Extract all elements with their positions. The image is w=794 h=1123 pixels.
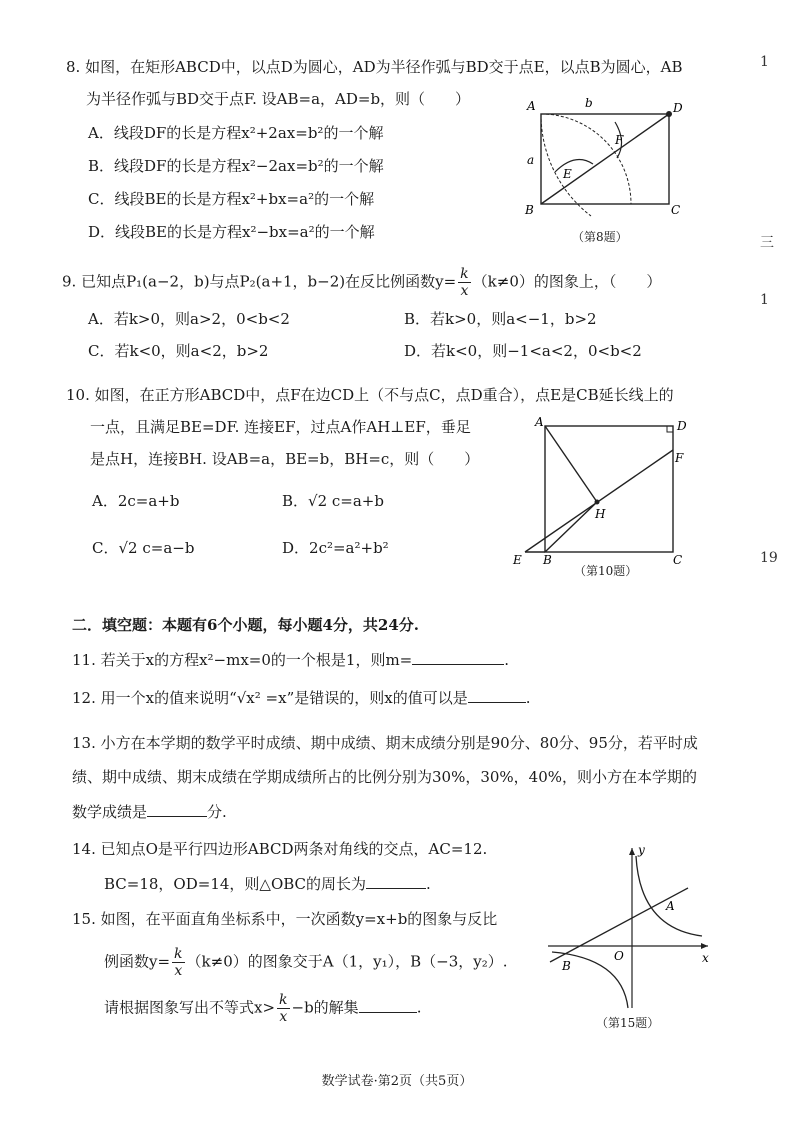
- q8-option-a: A．线段DF的长是方程x²+2ax=b²的一个解: [88, 124, 384, 142]
- q15-frac2-num: k: [279, 992, 288, 1008]
- q14-end: .: [426, 875, 431, 893]
- q15-fig-caption: （第15题）: [596, 1016, 660, 1030]
- q10-option-d: D．2c²=a²+b²: [282, 539, 389, 557]
- q8-diagonal-bd: [541, 114, 669, 204]
- q15-hyperbola-q1: [636, 856, 702, 936]
- q13-line3b: 分.: [207, 803, 227, 821]
- q8-label-a: A: [527, 99, 536, 113]
- q15-label-x: x: [702, 951, 709, 965]
- q12-end: .: [525, 689, 531, 707]
- q9-stem-tail: （k≠0）的图象上，（ ）: [472, 272, 662, 291]
- q15-label-y: y: [638, 843, 645, 857]
- q10-label-h: H: [595, 507, 606, 521]
- q9-option-b: B．若k>0，则a<−1，b>2: [404, 310, 597, 328]
- q13-line3: [72, 800, 227, 823]
- q10-label-c: C: [673, 553, 683, 567]
- q8-label-c: C: [671, 203, 681, 217]
- q10-point-h: [595, 500, 600, 505]
- q12: [72, 686, 531, 709]
- q10-label-b: B: [543, 553, 552, 567]
- q10-label-a: A: [535, 415, 544, 429]
- q15-x-arrow: [701, 943, 708, 949]
- q9-fraction: [458, 266, 470, 299]
- q8-line1: 8. 如图，在矩形ABCD中，以点D为圆心，AD为半径作弧与BD交于点E，以点B为圆心，AB: [66, 58, 683, 76]
- q15-fraction-2: [277, 992, 289, 1025]
- q10-option-a: A．2c=a+b: [92, 492, 180, 510]
- q10-fig-caption: （第10题）: [574, 564, 638, 578]
- q9-option-c: C．若k<0，则a<2，b>2: [88, 342, 269, 360]
- q11-end: .: [504, 651, 510, 669]
- q10-line1: 10. 如图，在正方形ABCD中，点F在边CD上（不与点C，点D重合），点E是CB延长线上的: [66, 386, 674, 404]
- q14-answer-blank[interactable]: [366, 872, 426, 889]
- q9-option-a: A．若k>0，则a>2，0<b<2: [88, 310, 290, 328]
- q9-stem-text: 9. 已知点P₁(a−2，b)与点P₂(a+1，b−2)在反比例函数y=: [62, 272, 457, 291]
- q8-label-side-b: b: [585, 96, 593, 110]
- q10-label-f: F: [675, 451, 684, 465]
- q8-label-b: B: [525, 203, 534, 217]
- q9-stem: [62, 266, 661, 299]
- q11: [72, 648, 509, 671]
- q8-arc-d: [541, 114, 591, 216]
- q15-line2a: 例函数y=: [104, 952, 171, 971]
- margin-mark-3: 1: [760, 292, 769, 308]
- q15-line3: [104, 992, 421, 1025]
- q15-line2: [104, 946, 508, 979]
- q15-label-o: O: [614, 949, 624, 963]
- q10-figure: [505, 412, 695, 572]
- margin-mark-2: 三: [760, 235, 774, 251]
- q10-segment-ah: [545, 426, 597, 502]
- q15-frac2-den: x: [279, 1009, 288, 1025]
- q8-point-d: [666, 111, 672, 117]
- q12-answer-blank[interactable]: [468, 686, 526, 703]
- q15-y-arrow: [629, 848, 635, 855]
- q8-label-f: F: [615, 133, 624, 147]
- q10-right-angle-mark: [667, 426, 673, 432]
- q14-line2: [104, 872, 431, 895]
- q8-fig-caption: （第8题）: [572, 230, 628, 244]
- margin-mark-1: 1: [760, 54, 769, 70]
- q8-line2: 为半径作弧与BD交于点F. 设AB=a，AD=b，则（ ）: [86, 90, 471, 108]
- q10-line3: 是点H，连接BH. 设AB=a，BE=b，BH=c，则（ ）: [90, 450, 480, 468]
- q13-line2: 绩、期中成绩、期末成绩在学期成绩所占的比例分别为30%，30%，40%，则小方在本学期的: [72, 768, 698, 786]
- q10-line2: 一点，且满足BE=DF. 连接EF，过点A作AH⊥EF，垂足: [90, 418, 471, 436]
- section-2-heading: 二．填空题：本题有6个小题，每小题4分，共24分.: [72, 616, 419, 634]
- q11-text: 11. 若关于x的方程x²−mx=0的一个根是1，则m=: [72, 651, 413, 669]
- q8-label-e: E: [563, 167, 572, 181]
- q10-option-b: B．√2 c=a+b: [282, 492, 384, 510]
- q15-line3b: −b的解集: [291, 998, 359, 1017]
- q15-figure: [540, 838, 720, 1016]
- q8-option-d: D．线段BE的长是方程x²−bx=a²的一个解: [88, 223, 375, 241]
- q13-line3a: 数学成绩是: [72, 803, 148, 821]
- q15-line3a: 请根据图象写出不等式x>: [104, 998, 276, 1017]
- q8-option-b: B．线段DF的长是方程x²−2ax=b²的一个解: [88, 157, 384, 175]
- q15-label-a: A: [666, 899, 675, 913]
- q9-frac-num: k: [460, 266, 469, 282]
- q10-label-e: E: [513, 553, 522, 567]
- q13-line1: 13. 小方在本学期的数学平时成绩、期中成绩、期末成绩分别是90分、80分、95分，若平时成: [72, 734, 698, 752]
- q8-option-c: C．线段BE的长是方程x²+bx=a²的一个解: [88, 190, 375, 208]
- q15-answer-blank[interactable]: [359, 996, 417, 1013]
- q15-line1: 15. 如图，在平面直角坐标系中，一次函数y=x+b的图象与反比: [72, 910, 498, 928]
- q11-answer-blank[interactable]: [412, 648, 504, 665]
- q8-figure: [515, 92, 695, 242]
- q14-line2-text: BC=18，OD=14，则△OBC的周长为: [104, 875, 367, 893]
- q15-fraction-1: [172, 946, 184, 979]
- q15-label-b: B: [562, 959, 571, 973]
- q12-text: 12. 用一个x的值来说明“√x² =x”是错误的，则x的值可以是: [72, 689, 468, 707]
- q15-line2b: （k≠0）的图象交于A（1，y₁），B（−3，y₂）.: [186, 952, 508, 971]
- q10-label-d: D: [677, 419, 687, 433]
- q10-segment-bh: [545, 502, 597, 552]
- q15-frac1-den: x: [174, 963, 183, 979]
- page-footer: 数学试卷·第2页（共5页）: [321, 1074, 473, 1089]
- q14-line1: 14. 已知点O是平行四边形ABCD两条对角线的交点，AC=12.: [72, 840, 488, 858]
- q15-frac1-num: k: [174, 946, 183, 962]
- q8-label-d: D: [673, 101, 683, 115]
- margin-mark-4: 19: [760, 550, 778, 566]
- q15-end: .: [416, 998, 422, 1017]
- q13-answer-blank[interactable]: [147, 800, 207, 817]
- q8-label-side-a: a: [527, 153, 535, 167]
- q9-frac-den: x: [460, 283, 469, 299]
- q10-option-c: C．√2 c=a−b: [92, 539, 195, 557]
- q8-arc-e: [555, 160, 593, 173]
- q9-option-d: D．若k<0，则−1<a<2，0<b<2: [404, 342, 642, 360]
